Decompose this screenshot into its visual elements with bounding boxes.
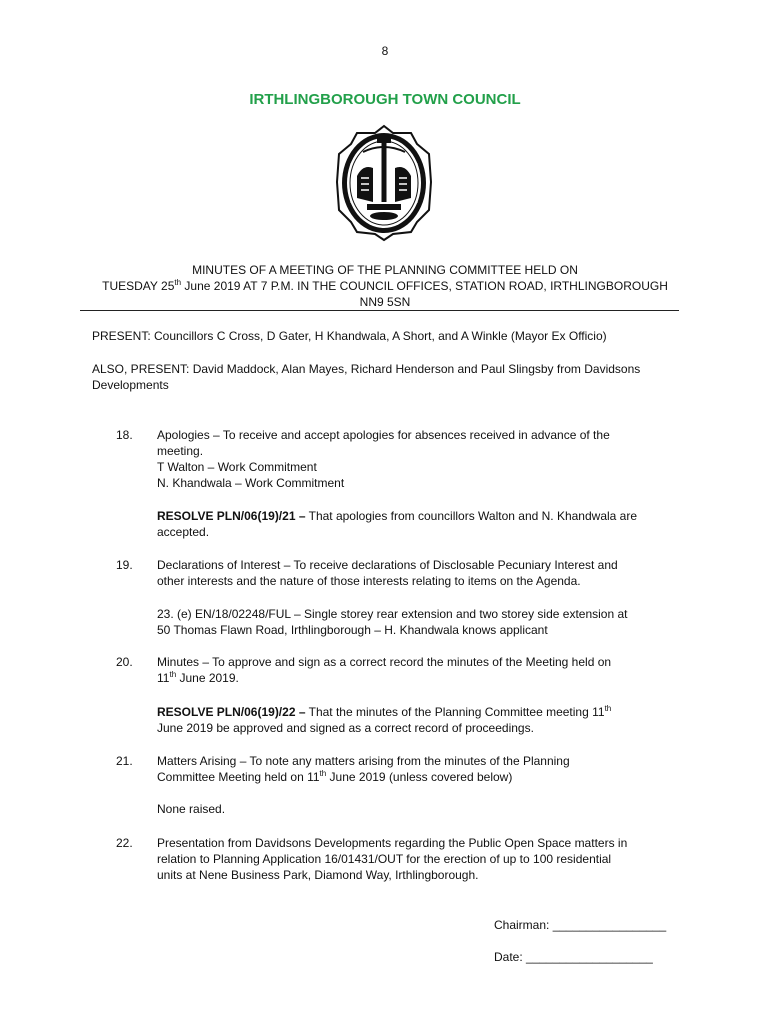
- item-19-line2: other interests and the nature of those interests relating to items on the Agenda.: [157, 574, 581, 588]
- item-19-line3: 23. (e) EN/18/02248/FUL – Single storey rear extension and two storey side extension at: [157, 607, 628, 621]
- meeting-heading-line1: MINUTES OF A MEETING OF THE PLANNING COMMITTEE HELD ON: [192, 263, 578, 277]
- item-18-resolution-line2: accepted.: [157, 525, 210, 539]
- also-present-line2: Developments: [92, 378, 169, 392]
- present-list: PRESENT: Councillors C Cross, D Gater, H Khandwala, A Short, and A Winkle (Mayor Ex Officio): [92, 329, 607, 343]
- item-number-20: 20.: [116, 655, 133, 669]
- item-number-18: 18.: [116, 428, 133, 442]
- item-20-resolution-line2: June 2019 be approved and signed as a correct record of proceedings.: [157, 721, 534, 735]
- item-21-line3: None raised.: [157, 802, 226, 816]
- heading-divider: [80, 310, 679, 311]
- item-18-line1: Apologies – To receive and accept apologies for absences received in advance of the: [157, 428, 610, 442]
- item-18-resolution: RESOLVE PLN/06(19)/21 – That apologies from councillors Walton and N. Khandwala are: [157, 509, 638, 523]
- date-signature-line: Date: ___________________: [494, 950, 653, 964]
- meeting-heading-line2: TUESDAY 25th June 2019 AT 7 P.M. IN THE COUNCIL OFFICES, STATION ROAD, IRTHLINGBOROUGH: [102, 278, 668, 293]
- item-21-line1: Matters Arising – To note any matters arising from the minutes of the Planning: [157, 754, 570, 768]
- item-22-line1: Presentation from Davidsons Developments regarding the Public Open Space matters in: [157, 836, 628, 850]
- item-20-line2: 11th June 2019.: [157, 670, 239, 685]
- item-20-resolution: RESOLVE PLN/06(19)/22 – That the minutes of the Planning Committee meeting 11th: [157, 704, 612, 719]
- item-number-19: 19.: [116, 558, 133, 572]
- page-number: 8: [381, 44, 389, 58]
- also-present-line1: ALSO, PRESENT: David Maddock, Alan Mayes, Richard Henderson and Paul Slingsby from Davidsons: [92, 362, 641, 376]
- chairman-signature-line: Chairman: _________________: [494, 918, 667, 932]
- council-crest-logo: [333, 124, 435, 242]
- council-title: IRTHLINGBOROUGH TOWN COUNCIL: [249, 91, 521, 108]
- item-number-22: 22.: [116, 836, 133, 850]
- item-number-21: 21.: [116, 754, 133, 768]
- item-22-line2: relation to Planning Application 16/01431/OUT for the erection of up to 100 residential: [157, 852, 612, 866]
- item-22-line3: units at Nene Business Park, Diamond Way, Irthlingborough.: [157, 868, 479, 882]
- item-18-line3: T Walton – Work Commitment: [157, 460, 317, 474]
- item-21-line2: Committee Meeting held on 11th June 2019 (unless covered below): [157, 769, 513, 784]
- item-20-line1: Minutes – To approve and sign as a correct record the minutes of the Meeting held on: [157, 655, 612, 669]
- meeting-heading-line3: NN9 5SN: [359, 295, 411, 309]
- item-19-line1: Declarations of Interest – To receive declarations of Disclosable Pecuniary Interest and: [157, 558, 618, 572]
- item-19-line4: 50 Thomas Flawn Road, Irthlingborough – H. Khandwala knows applicant: [157, 623, 548, 637]
- item-18-line2: meeting.: [157, 444, 204, 458]
- item-18-line4: N. Khandwala – Work Commitment: [157, 476, 345, 490]
